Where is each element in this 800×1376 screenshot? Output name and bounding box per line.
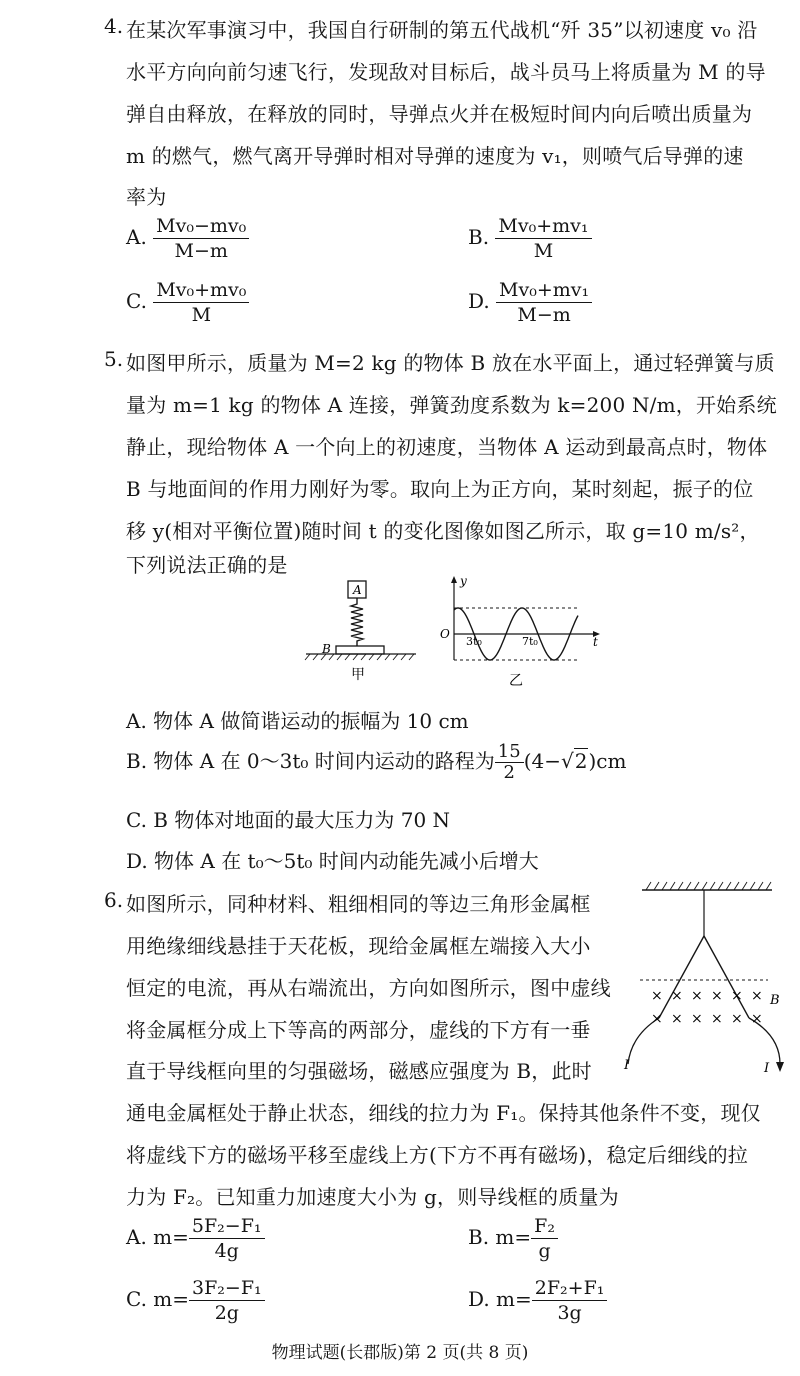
question-text-line: 弹自由释放，在释放的同时，导弹点火并在极短时间内向后喷出质量为 [126,102,753,126]
fraction [531,1214,558,1263]
question-text-line: 直于导线框向里的匀强磁场，磁感应强度为 B，此时 [126,1059,592,1083]
y-axis-label: y [460,574,467,588]
fraction-denominator: M [533,240,554,262]
option-a[interactable] [126,1214,265,1263]
question-text-line: m 的燃气，燃气离开导弹时相对导弹的速度为 v₁，则喷气后导弹的速 [126,144,744,168]
fraction [153,214,249,263]
spring-block-figure [300,578,430,690]
fraction-denominator: 3g [557,1302,582,1324]
question-text-line: 下列说法正确的是 [126,553,288,577]
sqrt-radicand: 2 [574,749,588,773]
fraction [495,214,591,263]
field-cross: × [711,1011,723,1027]
field-cross: × [711,988,723,1004]
option-c[interactable] [126,278,249,327]
current-label-right: I [764,1061,770,1076]
fraction [189,1214,265,1263]
field-cross: × [731,988,743,1004]
frame-left-side [659,936,704,1018]
t-axis-label: t [593,635,598,649]
fraction-numerator: 2F₂+F₁ [532,1276,608,1301]
question-text-line: 通电金属框处于静止状态，细线的拉力为 F₁。保持其他条件不变，现仅 [126,1101,761,1125]
question-text-line: 将金属框分成上下等高的两部分，虚线的下方有一垂 [126,1018,591,1042]
tick-7t0: 7t₀ [522,635,538,648]
displacement-time-graph [432,572,612,690]
option-b[interactable] [468,214,592,263]
fraction-numerator: F₂ [531,1214,558,1239]
option-d[interactable] [468,278,592,327]
field-cross: × [671,1011,683,1027]
question-text-line: 恒定的电流，再从右端流出，方向如图所示，图中虚线 [126,976,611,1000]
question-text-line: 将虚线下方的磁场平移至虚线上方(下方不再有磁场)，稳定后细线的拉 [126,1143,749,1167]
magnetic-field-crosses [651,988,763,1027]
page-footer: 物理试题(长郡版)第 2 页(共 8 页) [271,1343,529,1363]
current-label-left: I [624,1058,630,1073]
option-label: A. m= [126,1225,189,1249]
question-text-line: 力为 F₂。已知重力加速度大小为 g，则导线框的质量为 [126,1185,619,1209]
field-cross: × [651,988,663,1004]
option-label: B. [468,225,490,249]
fraction-denominator: 4g [214,1240,239,1262]
block-b-label: B [322,642,331,656]
option-text: )cm [588,749,627,773]
question-text-line: 在某次军事演习中，我国自行研制的第五代战机“歼 35”以初速度 v₀ 沿 [126,18,758,42]
question-text-line: 如图甲所示，质量为 M=2 kg 的物体 B 放在水平面上，通过轻弹簧与质 [126,351,775,375]
question-text-line: 如图所示，同种材料、粗细相同的等边三角形金属框 [126,892,591,916]
question-text-line: 静止，现给物体 A 一个向上的初速度，当物体 A 运动到最高点时，物体 [126,435,768,459]
fraction-denominator: g [538,1240,551,1262]
option-label: C. m= [126,1287,190,1311]
field-cross: × [751,988,763,1004]
ceiling-hatching [646,882,771,890]
field-cross: × [651,1011,663,1027]
option-d[interactable]: D. 物体 A 在 t₀～5t₀ 时间内动能先减小后增大 [126,849,539,873]
fraction-numerator: 15 [495,742,524,763]
fraction-denominator: 2 [503,762,515,783]
option-c[interactable] [126,1276,265,1325]
fraction-denominator: M−m [174,240,228,262]
field-cross: × [671,988,683,1004]
fraction-denominator: 2g [214,1302,239,1324]
spring [351,598,363,646]
field-cross: × [751,1011,763,1027]
block-a-label: A [353,583,362,597]
triangle-frame-figure [620,878,798,1076]
fraction [189,1276,265,1325]
option-label: C. [126,289,147,313]
option-label: B. m= [468,1225,532,1249]
fraction [532,1276,608,1325]
origin-label: O [440,627,450,641]
figure-caption-jia: 甲 [351,667,365,683]
fraction-denominator: M [191,304,212,326]
tick-3t0: 3t₀ [466,635,482,648]
option-b[interactable] [468,1214,558,1263]
question-text-line: B 与地面间的作用力刚好为零。取向上为正方向，某时刻起，振子的位 [126,477,754,501]
option-label: D. m= [468,1287,532,1311]
option-text: (4− [523,749,561,773]
option-a[interactable]: A. 物体 A 做简谐运动的振幅为 10 cm [126,709,469,733]
option-d[interactable] [468,1276,607,1325]
option-b[interactable]: B. 物体 A 在 0～3t₀ 时间内运动的路程为 $\frac{15}{2}$ (4−√2)cm [126,741,627,783]
fraction-numerator: Mv₀+mv₁ [495,214,591,239]
block-b [336,646,384,654]
figure-caption-yi: 乙 [509,673,523,689]
frame-right-side [704,936,749,1018]
fraction-numerator: Mv₀−mv₀ [153,214,249,239]
fraction-numerator: 5F₂−F₁ [189,1214,265,1239]
option-text: B. 物体 A 在 0～3t₀ 时间内运动的路程为 [126,749,495,773]
y-axis-arrow [451,576,457,583]
question-number: 6. [104,888,124,912]
option-a[interactable] [126,214,249,263]
field-cross: × [691,1011,703,1027]
fraction-numerator: Mv₀+mv₀ [153,278,249,303]
question-text-line: 率为 [126,185,167,209]
question-text-line: 移 y(相对平衡位置)随时间 t 的变化图像如图乙所示，取 g=10 m/s²， [126,519,760,543]
fraction-numerator: Mv₀+mv₁ [496,278,592,303]
fraction [495,742,524,783]
question-number: 5. [104,347,124,371]
current-arrow [776,1062,784,1072]
fraction-denominator: M−m [517,304,571,326]
question-text-line: 水平方向向前匀速飞行，发现敌对目标后，战斗员马上将质量为 M 的导 [126,60,766,84]
option-label: A. [126,225,147,249]
fraction [153,278,249,327]
option-c[interactable]: C. B 物体对地面的最大压力为 70 N [126,808,451,832]
option-label: D. [468,289,490,313]
question-number: 4. [104,14,124,38]
field-label: B [770,993,780,1008]
field-cross: × [691,988,703,1004]
question-text-line: 用绝缘细线悬挂于天花板，现给金属框左端接入大小 [126,934,591,958]
fraction [496,278,592,327]
question-text-line: 量为 m=1 kg 的物体 A 连接，弹簧劲度系数为 k=200 N/m，开始系统 [126,393,777,417]
field-cross: × [731,1011,743,1027]
fraction-numerator: 3F₂−F₁ [189,1276,265,1301]
